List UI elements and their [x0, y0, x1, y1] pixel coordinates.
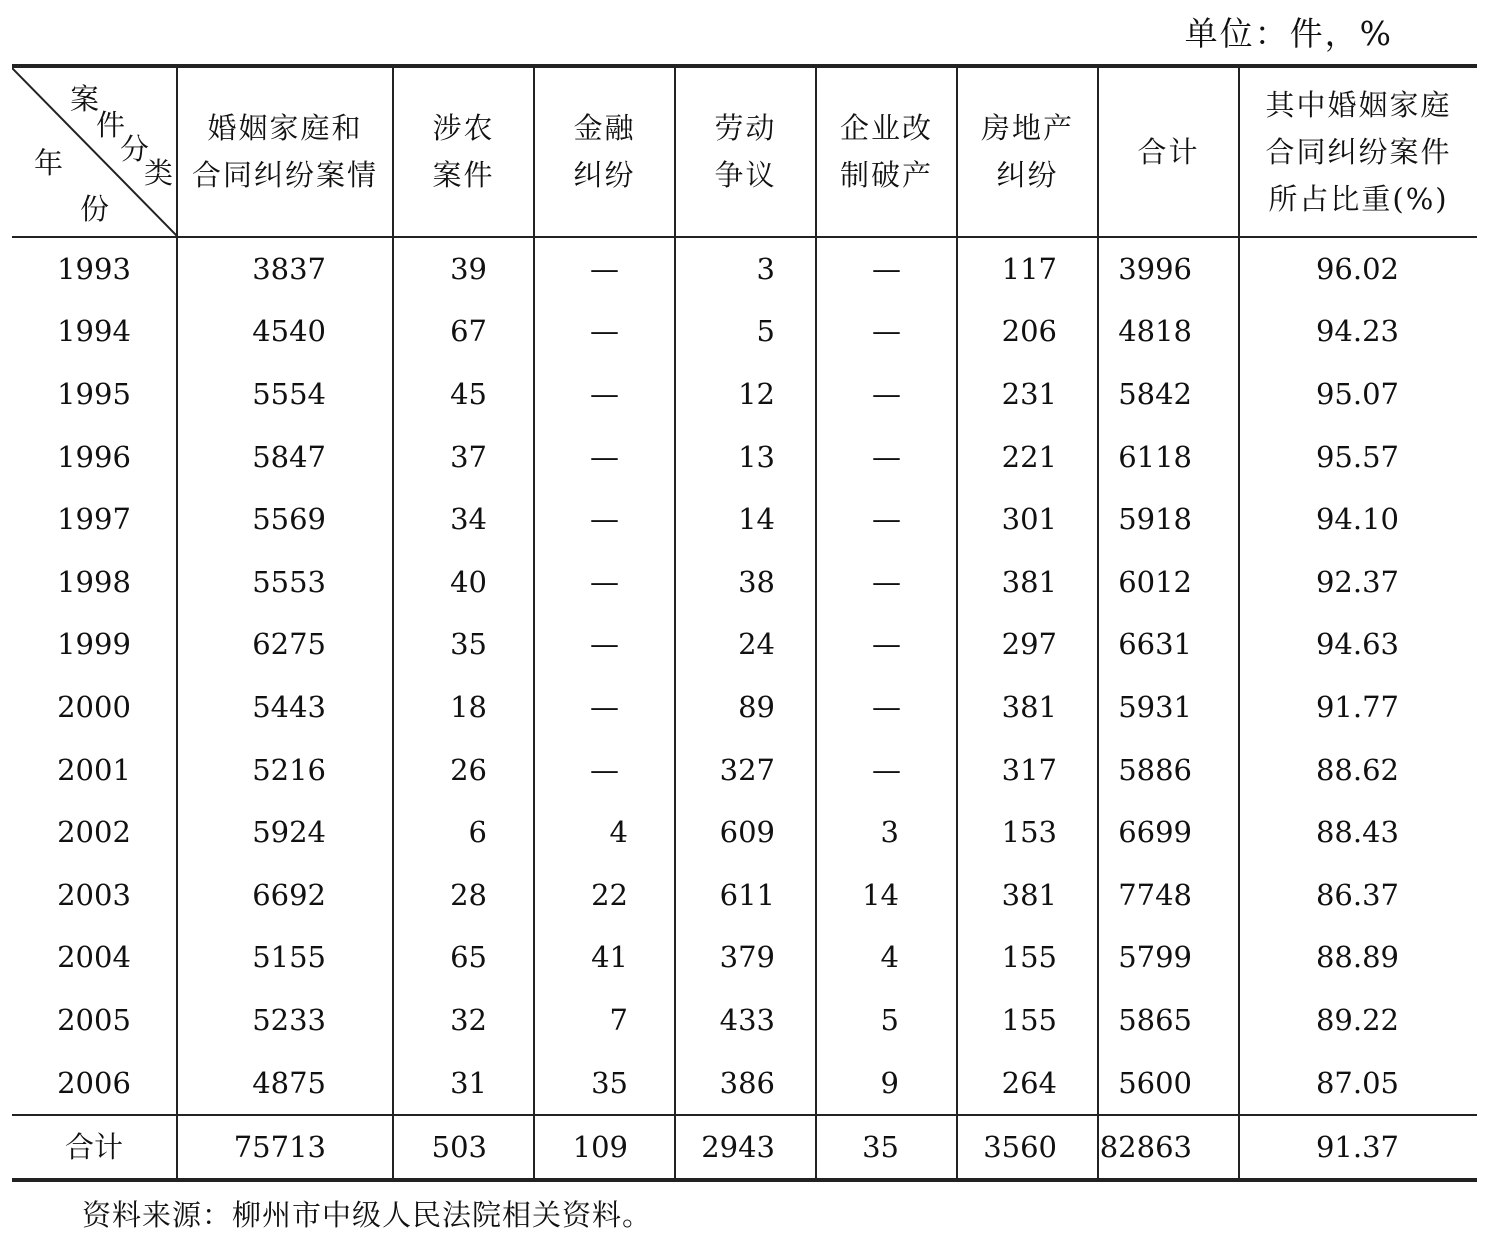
cell-enterprise: 35 — [816, 1115, 957, 1180]
cell-labor: 5 — [675, 301, 816, 364]
cell-labor: 14 — [675, 488, 816, 551]
corner-category-char: 案 — [70, 82, 100, 116]
cell-real-estate: 381 — [957, 864, 1098, 927]
cell-real-estate: 206 — [957, 301, 1098, 364]
cell-finance: — — [534, 426, 675, 489]
cell-total: 6118 — [1098, 426, 1239, 489]
cell-total: 5918 — [1098, 488, 1239, 551]
cell-agri: 6 — [393, 801, 534, 864]
cell-agri: 31 — [393, 1052, 534, 1116]
cell-percentage: 88.62 — [1239, 739, 1477, 802]
cell-year: 2001 — [57, 752, 131, 787]
cell-total: 5865 — [1098, 989, 1239, 1052]
cell-year: 1996 — [57, 439, 131, 474]
cell-total: 4818 — [1098, 301, 1239, 364]
cell-year: 2006 — [57, 1065, 131, 1100]
cell-total: 82863 — [1098, 1115, 1239, 1180]
cell-marriage: 5216 — [177, 739, 393, 802]
cell-real-estate: 117 — [957, 237, 1098, 301]
cell-labor: 24 — [675, 614, 816, 677]
cell-percentage: 91.37 — [1239, 1115, 1477, 1180]
cell-total: 5842 — [1098, 363, 1239, 426]
cell-finance: — — [534, 488, 675, 551]
cell-year: 2003 — [57, 877, 131, 912]
total-row — [12, 1115, 1477, 1180]
cell-enterprise: — — [816, 426, 957, 489]
table-row — [12, 927, 1477, 990]
cell-year: 2000 — [57, 689, 131, 724]
cell-total: 6631 — [1098, 614, 1239, 677]
cell-year: 1993 — [57, 251, 131, 286]
cell-enterprise: — — [816, 614, 957, 677]
cell-enterprise: — — [816, 363, 957, 426]
cell-percentage: 89.22 — [1239, 989, 1477, 1052]
header-total: 合计 — [1098, 66, 1239, 237]
header-labor: 劳动 争议 — [675, 66, 816, 237]
cell-percentage: 91.77 — [1239, 676, 1477, 739]
cell-labor: 611 — [675, 864, 816, 927]
table-row — [12, 488, 1477, 551]
cell-labor: 386 — [675, 1052, 816, 1116]
cell-finance: 35 — [534, 1052, 675, 1116]
cell-finance: 109 — [534, 1115, 675, 1180]
cell-enterprise: — — [816, 488, 957, 551]
cell-finance: 22 — [534, 864, 675, 927]
cell-real-estate: 3560 — [957, 1115, 1098, 1180]
cell-enterprise: 5 — [816, 989, 957, 1052]
cell-finance: — — [534, 676, 675, 739]
cell-total: 5886 — [1098, 739, 1239, 802]
cell-agri: 34 — [393, 488, 534, 551]
cell-finance: — — [534, 614, 675, 677]
table-row — [12, 301, 1477, 364]
cell-marriage: 75713 — [177, 1115, 393, 1180]
table-row — [12, 676, 1477, 739]
cell-year: 1994 — [57, 314, 131, 349]
cell-year: 2004 — [57, 940, 131, 975]
cell-agri: 28 — [393, 864, 534, 927]
cell-enterprise: — — [816, 301, 957, 364]
cell-real-estate: 155 — [957, 927, 1098, 990]
cell-enterprise: 9 — [816, 1052, 957, 1116]
cell-finance: — — [534, 739, 675, 802]
cell-enterprise: — — [816, 739, 957, 802]
cell-percentage: 92.37 — [1239, 551, 1477, 614]
cell-marriage: 5155 — [177, 927, 393, 990]
table-row — [12, 363, 1477, 426]
cell-percentage: 94.23 — [1239, 301, 1477, 364]
cell-year: 1999 — [57, 627, 131, 662]
cell-enterprise: 3 — [816, 801, 957, 864]
cell-year: 2002 — [57, 815, 131, 850]
cell-finance: 7 — [534, 989, 675, 1052]
cell-agri: 39 — [393, 237, 534, 301]
cell-marriage: 4875 — [177, 1052, 393, 1116]
cell-labor: 2943 — [675, 1115, 816, 1180]
table-row — [12, 237, 1477, 301]
cell-real-estate: 297 — [957, 614, 1098, 677]
cell-marriage: 5443 — [177, 676, 393, 739]
cell-finance: — — [534, 301, 675, 364]
cell-percentage: 95.57 — [1239, 426, 1477, 489]
header-enterprise: 企业改 制破产 — [816, 66, 957, 237]
cell-finance: — — [534, 363, 675, 426]
cell-agri: 32 — [393, 989, 534, 1052]
cell-percentage: 96.02 — [1239, 237, 1477, 301]
table-row — [12, 614, 1477, 677]
header-corner-cell — [12, 66, 177, 237]
cell-percentage: 94.10 — [1239, 488, 1477, 551]
cell-marriage: 4540 — [177, 301, 393, 364]
cell-real-estate: 155 — [957, 989, 1098, 1052]
cell-agri: 26 — [393, 739, 534, 802]
cell-enterprise: 4 — [816, 927, 957, 990]
cell-agri: 503 — [393, 1115, 534, 1180]
cell-enterprise: — — [816, 676, 957, 739]
corner-category-char: 件 — [96, 108, 126, 142]
cell-total: 3996 — [1098, 237, 1239, 301]
cell-enterprise: — — [816, 551, 957, 614]
cell-total: 5931 — [1098, 676, 1239, 739]
cell-real-estate: 381 — [957, 551, 1098, 614]
cell-enterprise: — — [816, 237, 957, 301]
cell-year: 2005 — [57, 1002, 131, 1037]
header-finance: 金融 纠纷 — [534, 66, 675, 237]
cell-total: 7748 — [1098, 864, 1239, 927]
cell-marriage: 3837 — [177, 237, 393, 301]
cell-finance: 41 — [534, 927, 675, 990]
unit-label: 单位：件，% — [1184, 14, 1393, 53]
cell-marriage: 6275 — [177, 614, 393, 677]
table-row — [12, 551, 1477, 614]
cell-agri: 37 — [393, 426, 534, 489]
cell-year: 1997 — [57, 502, 131, 537]
cell-real-estate: 381 — [957, 676, 1098, 739]
cell-real-estate: 301 — [957, 488, 1098, 551]
cell-agri: 45 — [393, 363, 534, 426]
cell-marriage: 5233 — [177, 989, 393, 1052]
cell-real-estate: 153 — [957, 801, 1098, 864]
table-row — [12, 864, 1477, 927]
cell-percentage: 86.37 — [1239, 864, 1477, 927]
case-statistics-table — [12, 64, 1477, 1182]
cell-percentage: 94.63 — [1239, 614, 1477, 677]
cell-percentage: 88.43 — [1239, 801, 1477, 864]
cell-labor: 379 — [675, 927, 816, 990]
table-row — [12, 1052, 1477, 1116]
cell-real-estate: 317 — [957, 739, 1098, 802]
cell-total: 6012 — [1098, 551, 1239, 614]
cell-marriage: 5554 — [177, 363, 393, 426]
cell-year: 1998 — [57, 564, 131, 599]
cell-percentage: 95.07 — [1239, 363, 1477, 426]
corner-category-char: 分 — [120, 132, 150, 166]
cell-labor: 13 — [675, 426, 816, 489]
cell-year: 1995 — [57, 376, 131, 411]
table-row — [12, 426, 1477, 489]
cell-agri: 67 — [393, 301, 534, 364]
cell-agri: 40 — [393, 551, 534, 614]
corner-year-char: 份 — [80, 192, 110, 226]
cell-finance: — — [534, 237, 675, 301]
cell-marriage: 5553 — [177, 551, 393, 614]
header-real-estate: 房地产 纠纷 — [957, 66, 1098, 237]
cell-marriage: 5924 — [177, 801, 393, 864]
cell-labor: 38 — [675, 551, 816, 614]
table-row — [12, 989, 1477, 1052]
corner-year-char: 年 — [34, 146, 64, 180]
header-percentage: 其中婚姻家庭 合同纠纷案件 所占比重(%) — [1239, 66, 1477, 237]
cell-total: 6699 — [1098, 801, 1239, 864]
cell-labor: 3 — [675, 237, 816, 301]
cell-real-estate: 221 — [957, 426, 1098, 489]
cell-finance: 4 — [534, 801, 675, 864]
cell-marriage: 5847 — [177, 426, 393, 489]
table-row — [12, 739, 1477, 802]
cell-labor: 609 — [675, 801, 816, 864]
corner-category-char: 类 — [144, 156, 174, 190]
cell-enterprise: 14 — [816, 864, 957, 927]
cell-finance: — — [534, 551, 675, 614]
cell-agri: 65 — [393, 927, 534, 990]
header-agri: 涉农 案件 — [393, 66, 534, 237]
table-body — [12, 237, 1477, 1180]
cell-labor: 433 — [675, 989, 816, 1052]
cell-real-estate: 231 — [957, 363, 1098, 426]
header-row — [12, 66, 1477, 237]
cell-percentage: 88.89 — [1239, 927, 1477, 990]
cell-labor: 327 — [675, 739, 816, 802]
header-marriage: 婚姻家庭和 合同纠纷案情 — [177, 66, 393, 237]
cell-marriage: 6692 — [177, 864, 393, 927]
cell-year: 合计 — [12, 1115, 177, 1180]
cell-marriage: 5569 — [177, 488, 393, 551]
cell-real-estate: 264 — [957, 1052, 1098, 1116]
cell-labor: 89 — [675, 676, 816, 739]
table-row — [12, 801, 1477, 864]
source-note: 资料来源：柳州市中级人民法院相关资料。 — [82, 1198, 653, 1232]
cell-percentage: 87.05 — [1239, 1052, 1477, 1116]
cell-labor: 12 — [675, 363, 816, 426]
cell-agri: 35 — [393, 614, 534, 677]
cell-total: 5600 — [1098, 1052, 1239, 1116]
cell-total: 5799 — [1098, 927, 1239, 990]
cell-agri: 18 — [393, 676, 534, 739]
